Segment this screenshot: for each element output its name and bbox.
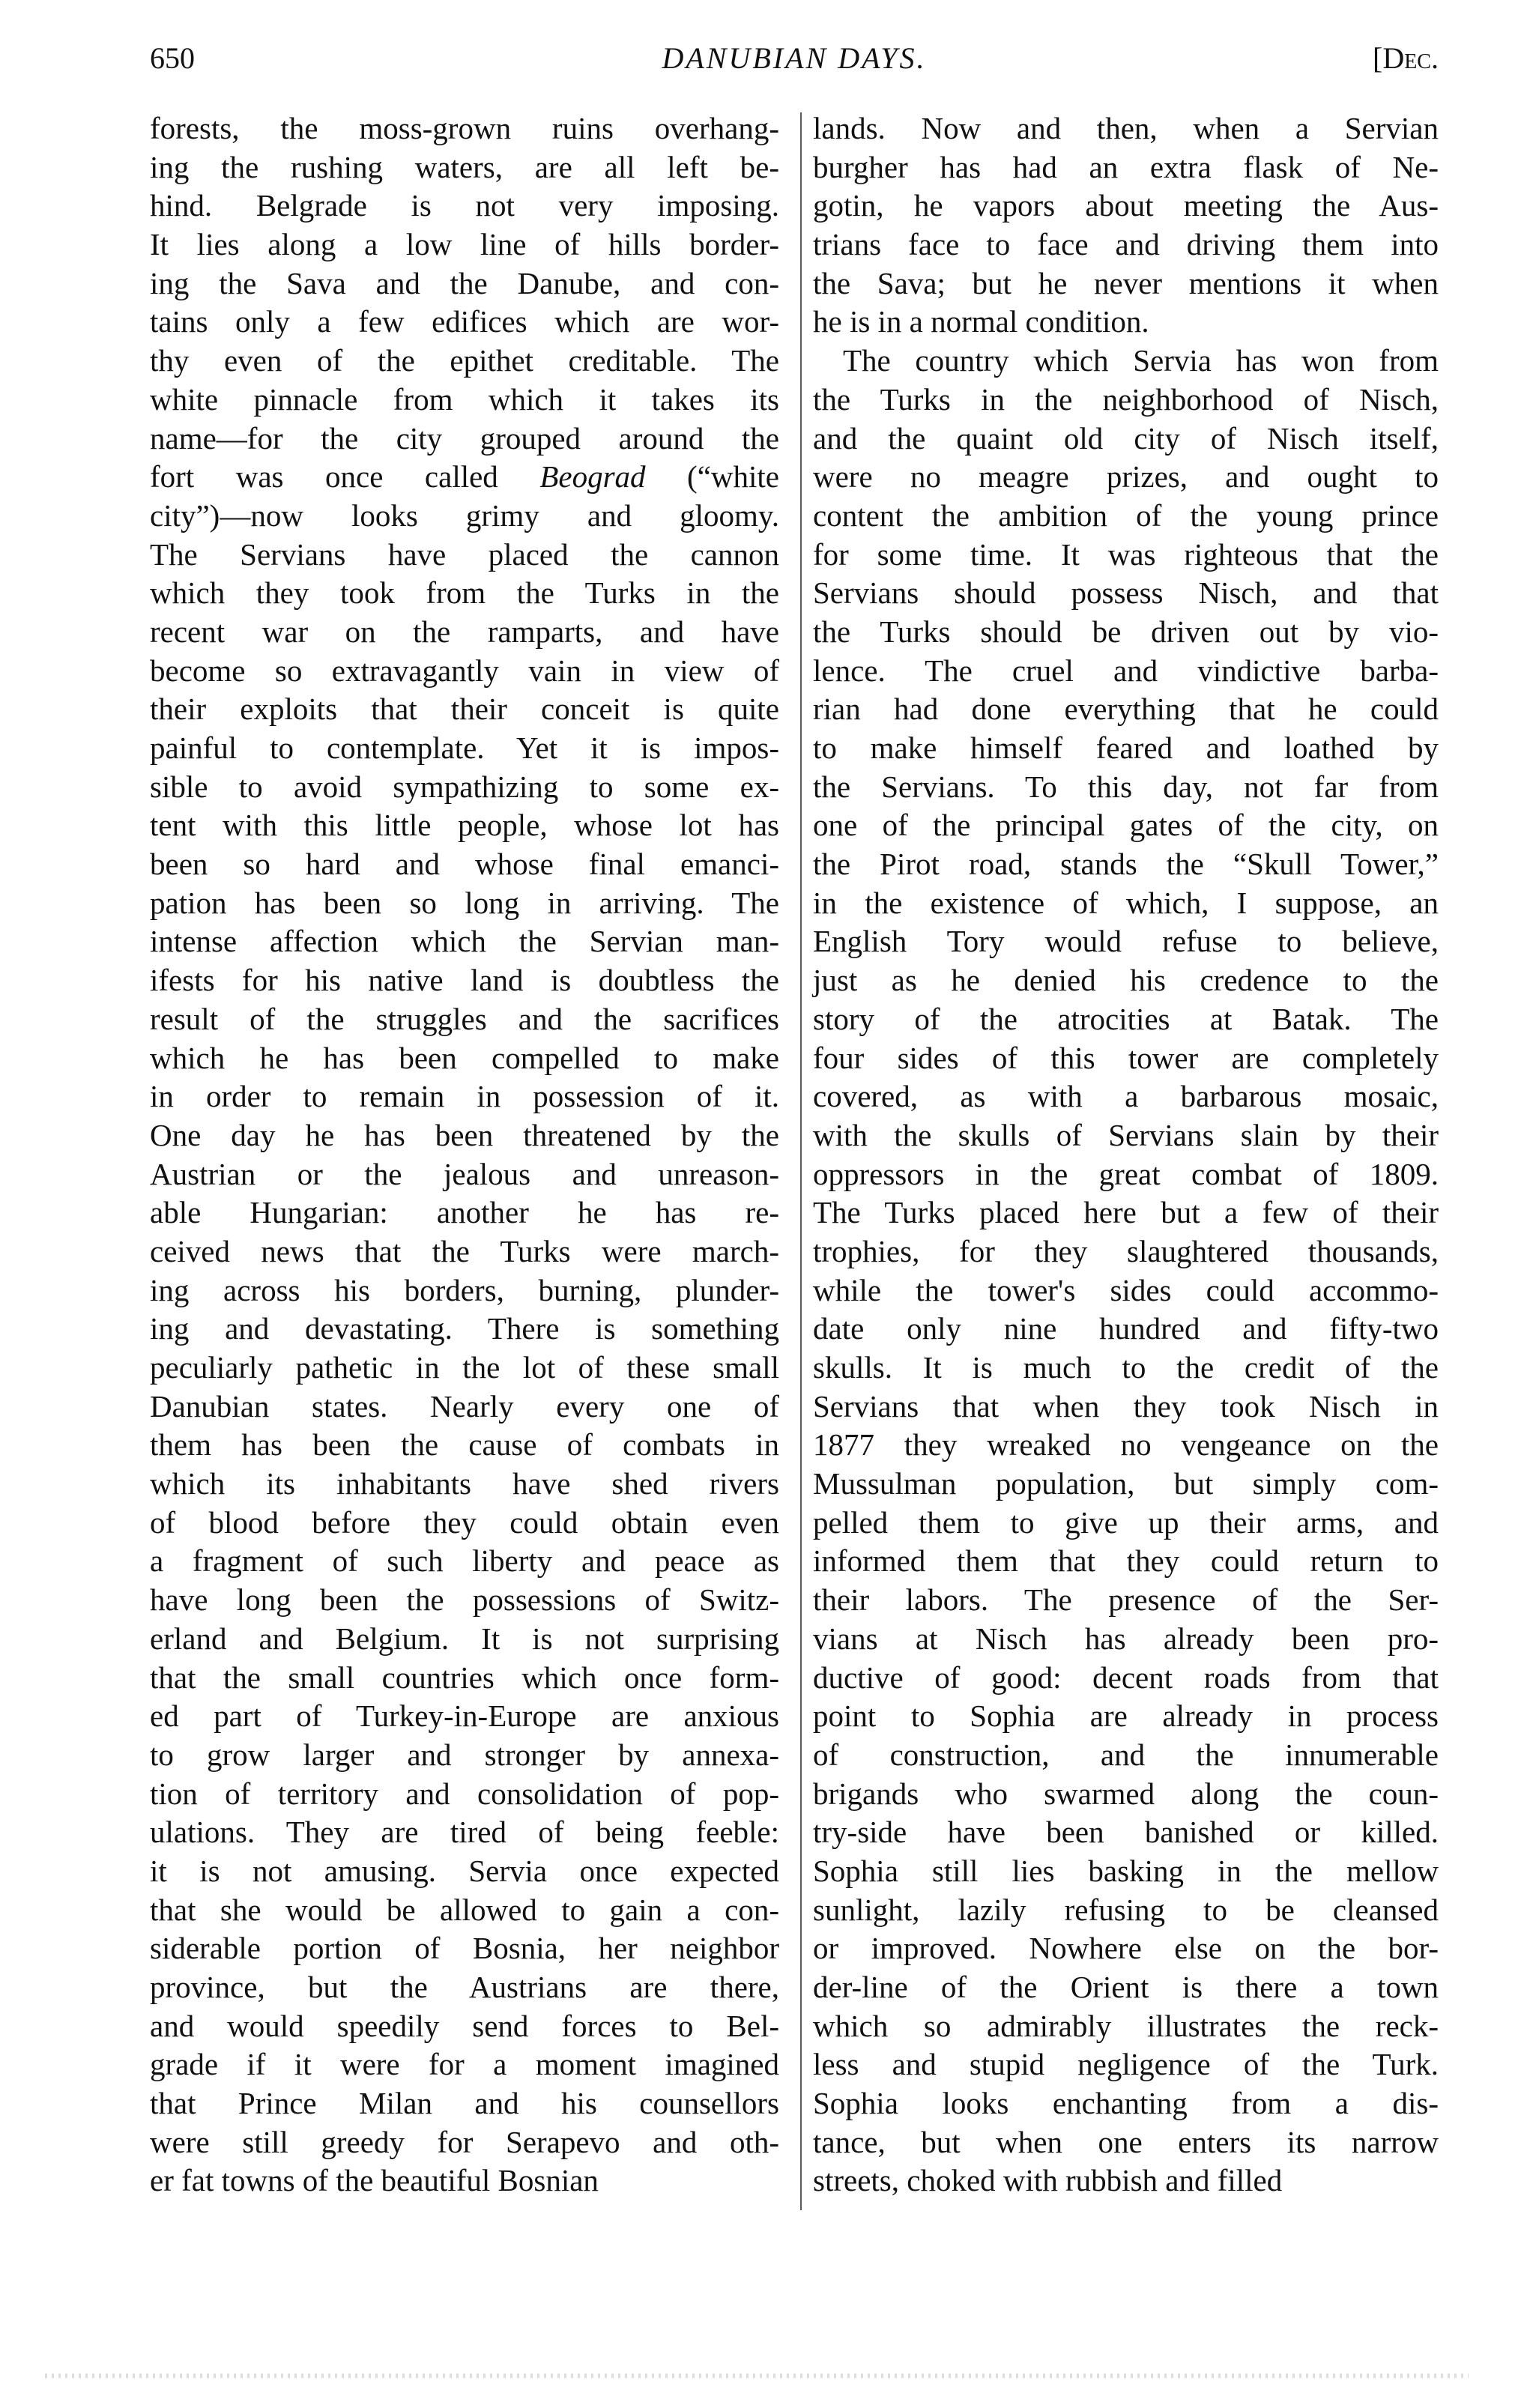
text-line: pelled them to give up their arms, and bbox=[813, 1504, 1439, 1540]
text-line: to grow larger and stronger by annexa- bbox=[150, 1737, 779, 1772]
text-line: It lies along a low line of hills border- bbox=[150, 227, 779, 262]
text-line: one of the principal gates of the city, on bbox=[813, 808, 1439, 843]
text-line: their labors. The presence of the Ser- bbox=[813, 1582, 1439, 1618]
text-line: ing and devastating. There is something bbox=[150, 1311, 779, 1346]
running-head bbox=[150, 36, 1439, 81]
text-line: skulls. It is much to the credit of the bbox=[813, 1350, 1439, 1385]
text-line: which its inhabitants have shed rivers bbox=[150, 1466, 779, 1501]
text-line: sunlight, lazily refusing to be cleansed bbox=[813, 1892, 1439, 1927]
text-line: ulations. They are tired of being feeble: bbox=[150, 1815, 779, 1850]
text-line: just as he denied his credence to the bbox=[813, 963, 1439, 998]
text-line: story of the atrocities at Batak. The bbox=[813, 1001, 1439, 1036]
text-line: and the quaint old city of Nisch itself, bbox=[813, 420, 1439, 456]
text-line: ing the Sava and the Danube, and con- bbox=[150, 265, 779, 300]
page-number: 650 bbox=[150, 41, 195, 75]
text-line: four sides of this tower are completely bbox=[813, 1040, 1439, 1075]
text-line: tent with this little people, whose lot has bbox=[150, 808, 779, 843]
text-line: that Prince Milan and his counsellors bbox=[150, 2086, 779, 2121]
text-line: city”)—now looks grimy and gloomy. bbox=[150, 497, 779, 533]
text-line: der-line of the Orient is there a town bbox=[813, 1970, 1439, 2004]
text-line: point to Sophia are already in process bbox=[813, 1698, 1439, 1734]
text-line: were no meagre prizes, and ought to bbox=[813, 459, 1439, 494]
text-line: recent war on the ramparts, and have bbox=[150, 614, 779, 649]
text-line: trians face to face and driving them into bbox=[813, 227, 1439, 262]
text-line: streets, choked with rubbish and filled bbox=[813, 2163, 1283, 2198]
text-line: province, but the Austrians are there, bbox=[150, 1970, 779, 2004]
text-line: sible to avoid sympathizing to some ex- bbox=[150, 769, 779, 804]
text-line: which so admirably illustrates the reck- bbox=[813, 2008, 1439, 2043]
text-line: The Turks placed here but a few of their bbox=[813, 1195, 1439, 1230]
text-line: ductive of good: decent roads from that bbox=[813, 1660, 1439, 1695]
text-line: them has been the cause of combats in bbox=[150, 1427, 779, 1462]
text-line: rian had done everything that he could bbox=[813, 692, 1439, 727]
text-line: which they took from the Turks in the bbox=[150, 575, 779, 611]
text-line: the Turks in the neighborhood of Nisch, bbox=[813, 381, 1439, 417]
text-line: Servians should possess Nisch, and that bbox=[813, 575, 1439, 611]
text-line: with the skulls of Servians slain by their bbox=[813, 1117, 1439, 1152]
text-line: have long been the possessions of Switz- bbox=[150, 1582, 779, 1618]
text-line: pation has been so long in arriving. The bbox=[150, 885, 779, 920]
right-column bbox=[813, 109, 1439, 2200]
text-line: informed them that they could return to bbox=[813, 1543, 1439, 1579]
text-line: burgher has had an extra flask of Ne- bbox=[813, 149, 1439, 184]
text-line: erland and Belgium. It is not surprising bbox=[150, 1621, 779, 1656]
text-line: while the tower's sides could accommo- bbox=[813, 1272, 1439, 1307]
text-line: oppressors in the great combat of 1809. bbox=[813, 1156, 1439, 1191]
text-line: Danubian states. Nearly every one of bbox=[150, 1388, 779, 1424]
text-line: that the small countries which once form- bbox=[150, 1660, 779, 1695]
text-line: the Pirot road, stands the “Skull Tower,” bbox=[813, 847, 1439, 882]
text-line: ing across his borders, burning, plunder- bbox=[150, 1272, 779, 1307]
text-line: The country which Servia has won from bbox=[843, 343, 1439, 378]
text-line: try-side have been banished or killed. bbox=[813, 1815, 1439, 1850]
text-line: painful to contemplate. Yet it is impos- bbox=[150, 730, 779, 765]
running-title: DANUBIAN DAYS. bbox=[662, 41, 927, 75]
text-line: tains only a few edifices which are wor- bbox=[150, 304, 779, 339]
text-line: grade if it were for a moment imagined bbox=[150, 2047, 779, 2082]
text-line: Servians that when they took Nisch in bbox=[813, 1388, 1439, 1424]
text-line: forests, the moss-grown ruins overhang- bbox=[150, 111, 779, 145]
text-line: of construction, and the innumerable bbox=[813, 1737, 1439, 1772]
text-line: ceived news that the Turks were march- bbox=[150, 1233, 779, 1268]
text-line: hind. Belgrade is not very imposing. bbox=[150, 188, 779, 223]
text-line: to make himself feared and loathed by bbox=[813, 730, 1439, 765]
text-line: peculiarly pathetic in the lot of these small bbox=[150, 1350, 779, 1385]
text-line: Mussulman population, but simply com- bbox=[813, 1466, 1439, 1501]
text-line: English Tory would refuse to believe, bbox=[813, 924, 1439, 959]
text-line: name—for the city grouped around the bbox=[150, 420, 779, 456]
text-line: date only nine hundred and fifty-two bbox=[813, 1311, 1439, 1346]
text-line: siderable portion of Bosnia, her neighbor bbox=[150, 1931, 779, 1966]
text-line: Sophia still lies basking in the mellow bbox=[813, 1853, 1439, 1888]
text-line: ing the rushing waters, are all left be- bbox=[150, 149, 779, 184]
text-line: fort was once called Beograd (“white bbox=[150, 459, 779, 494]
text-line: white pinnacle from which it takes its bbox=[150, 381, 779, 417]
text-line: in order to remain in possession of it. bbox=[150, 1079, 779, 1114]
text-line: and would speedily send forces to Bel- bbox=[150, 2008, 779, 2043]
text-line: the Sava; but he never mentions it when bbox=[813, 265, 1439, 300]
running-month: [Dec. bbox=[1373, 41, 1439, 75]
text-line: were still greedy for Serapevo and oth- bbox=[150, 2124, 779, 2159]
text-line: the Servians. To this day, not far from bbox=[813, 769, 1439, 804]
text-line: covered, as with a barbarous mosaic, bbox=[813, 1079, 1439, 1114]
column-divider bbox=[800, 112, 802, 2210]
text-line: The Servians have placed the cannon bbox=[150, 536, 779, 572]
text-line: or improved. Nowhere else on the bor- bbox=[813, 1931, 1439, 1966]
text-line: One day he has been threatened by the bbox=[150, 1117, 779, 1152]
text-line: ifests for his native land is doubtless the bbox=[150, 963, 779, 998]
text-line: a fragment of such liberty and peace as bbox=[150, 1543, 779, 1579]
text-line: result of the struggles and the sacrifices bbox=[150, 1001, 779, 1036]
text-line: content the ambition of the young prince bbox=[813, 497, 1439, 533]
text-line: ed part of Turkey-in-Europe are anxious bbox=[150, 1698, 779, 1734]
text-line: the Turks should be driven out by vio- bbox=[813, 614, 1439, 649]
text-line: their exploits that their conceit is quite bbox=[150, 692, 779, 727]
text-line: that she would be allowed to gain a con- bbox=[150, 1892, 779, 1927]
text-line: trophies, for they slaughtered thousands, bbox=[813, 1233, 1439, 1268]
text-line: thy even of the epithet creditable. The bbox=[150, 343, 779, 378]
left-column bbox=[150, 109, 779, 2200]
text-line: tion of territory and consolidation of pop- bbox=[150, 1776, 779, 1811]
text-line: brigands who swarmed along the coun- bbox=[813, 1776, 1439, 1811]
text-line: vians at Nisch has already been pro- bbox=[813, 1621, 1439, 1656]
italic-term: Beograd bbox=[539, 459, 646, 494]
text-line: become so extravagantly vain in view of bbox=[150, 653, 779, 688]
text-line: less and stupid negligence of the Turk. bbox=[813, 2047, 1439, 2082]
text-line: it is not amusing. Servia once expected bbox=[150, 1853, 779, 1888]
scan-artifact bbox=[45, 2374, 1469, 2378]
text-line: Austrian or the jealous and unreason- bbox=[150, 1156, 779, 1191]
text-line: been so hard and whose final emanci- bbox=[150, 847, 779, 882]
text-line: in the existence of which, I suppose, an bbox=[813, 885, 1439, 920]
text-line: of blood before they could obtain even bbox=[150, 1504, 779, 1540]
text-line: 1877 they wreaked no vengeance on the bbox=[813, 1427, 1439, 1462]
text-line: gotin, he vapors about meeting the Aus- bbox=[813, 188, 1439, 223]
text-line: able Hungarian: another he has re- bbox=[150, 1195, 779, 1230]
text-line: lands. Now and then, when a Servian bbox=[813, 111, 1439, 145]
text-line: er fat towns of the beautiful Bosnian bbox=[150, 2163, 599, 2198]
text-line: which he has been compelled to make bbox=[150, 1040, 779, 1075]
text-line: he is in a normal condition. bbox=[813, 304, 1149, 339]
text-line: tance, but when one enters its narrow bbox=[813, 2124, 1439, 2159]
text-line: Sophia looks enchanting from a dis- bbox=[813, 2086, 1439, 2121]
text-line: intense affection which the Servian man- bbox=[150, 924, 779, 959]
text-line: lence. The cruel and vindictive barba- bbox=[813, 653, 1439, 688]
text-line: for some time. It was righteous that the bbox=[813, 536, 1439, 572]
